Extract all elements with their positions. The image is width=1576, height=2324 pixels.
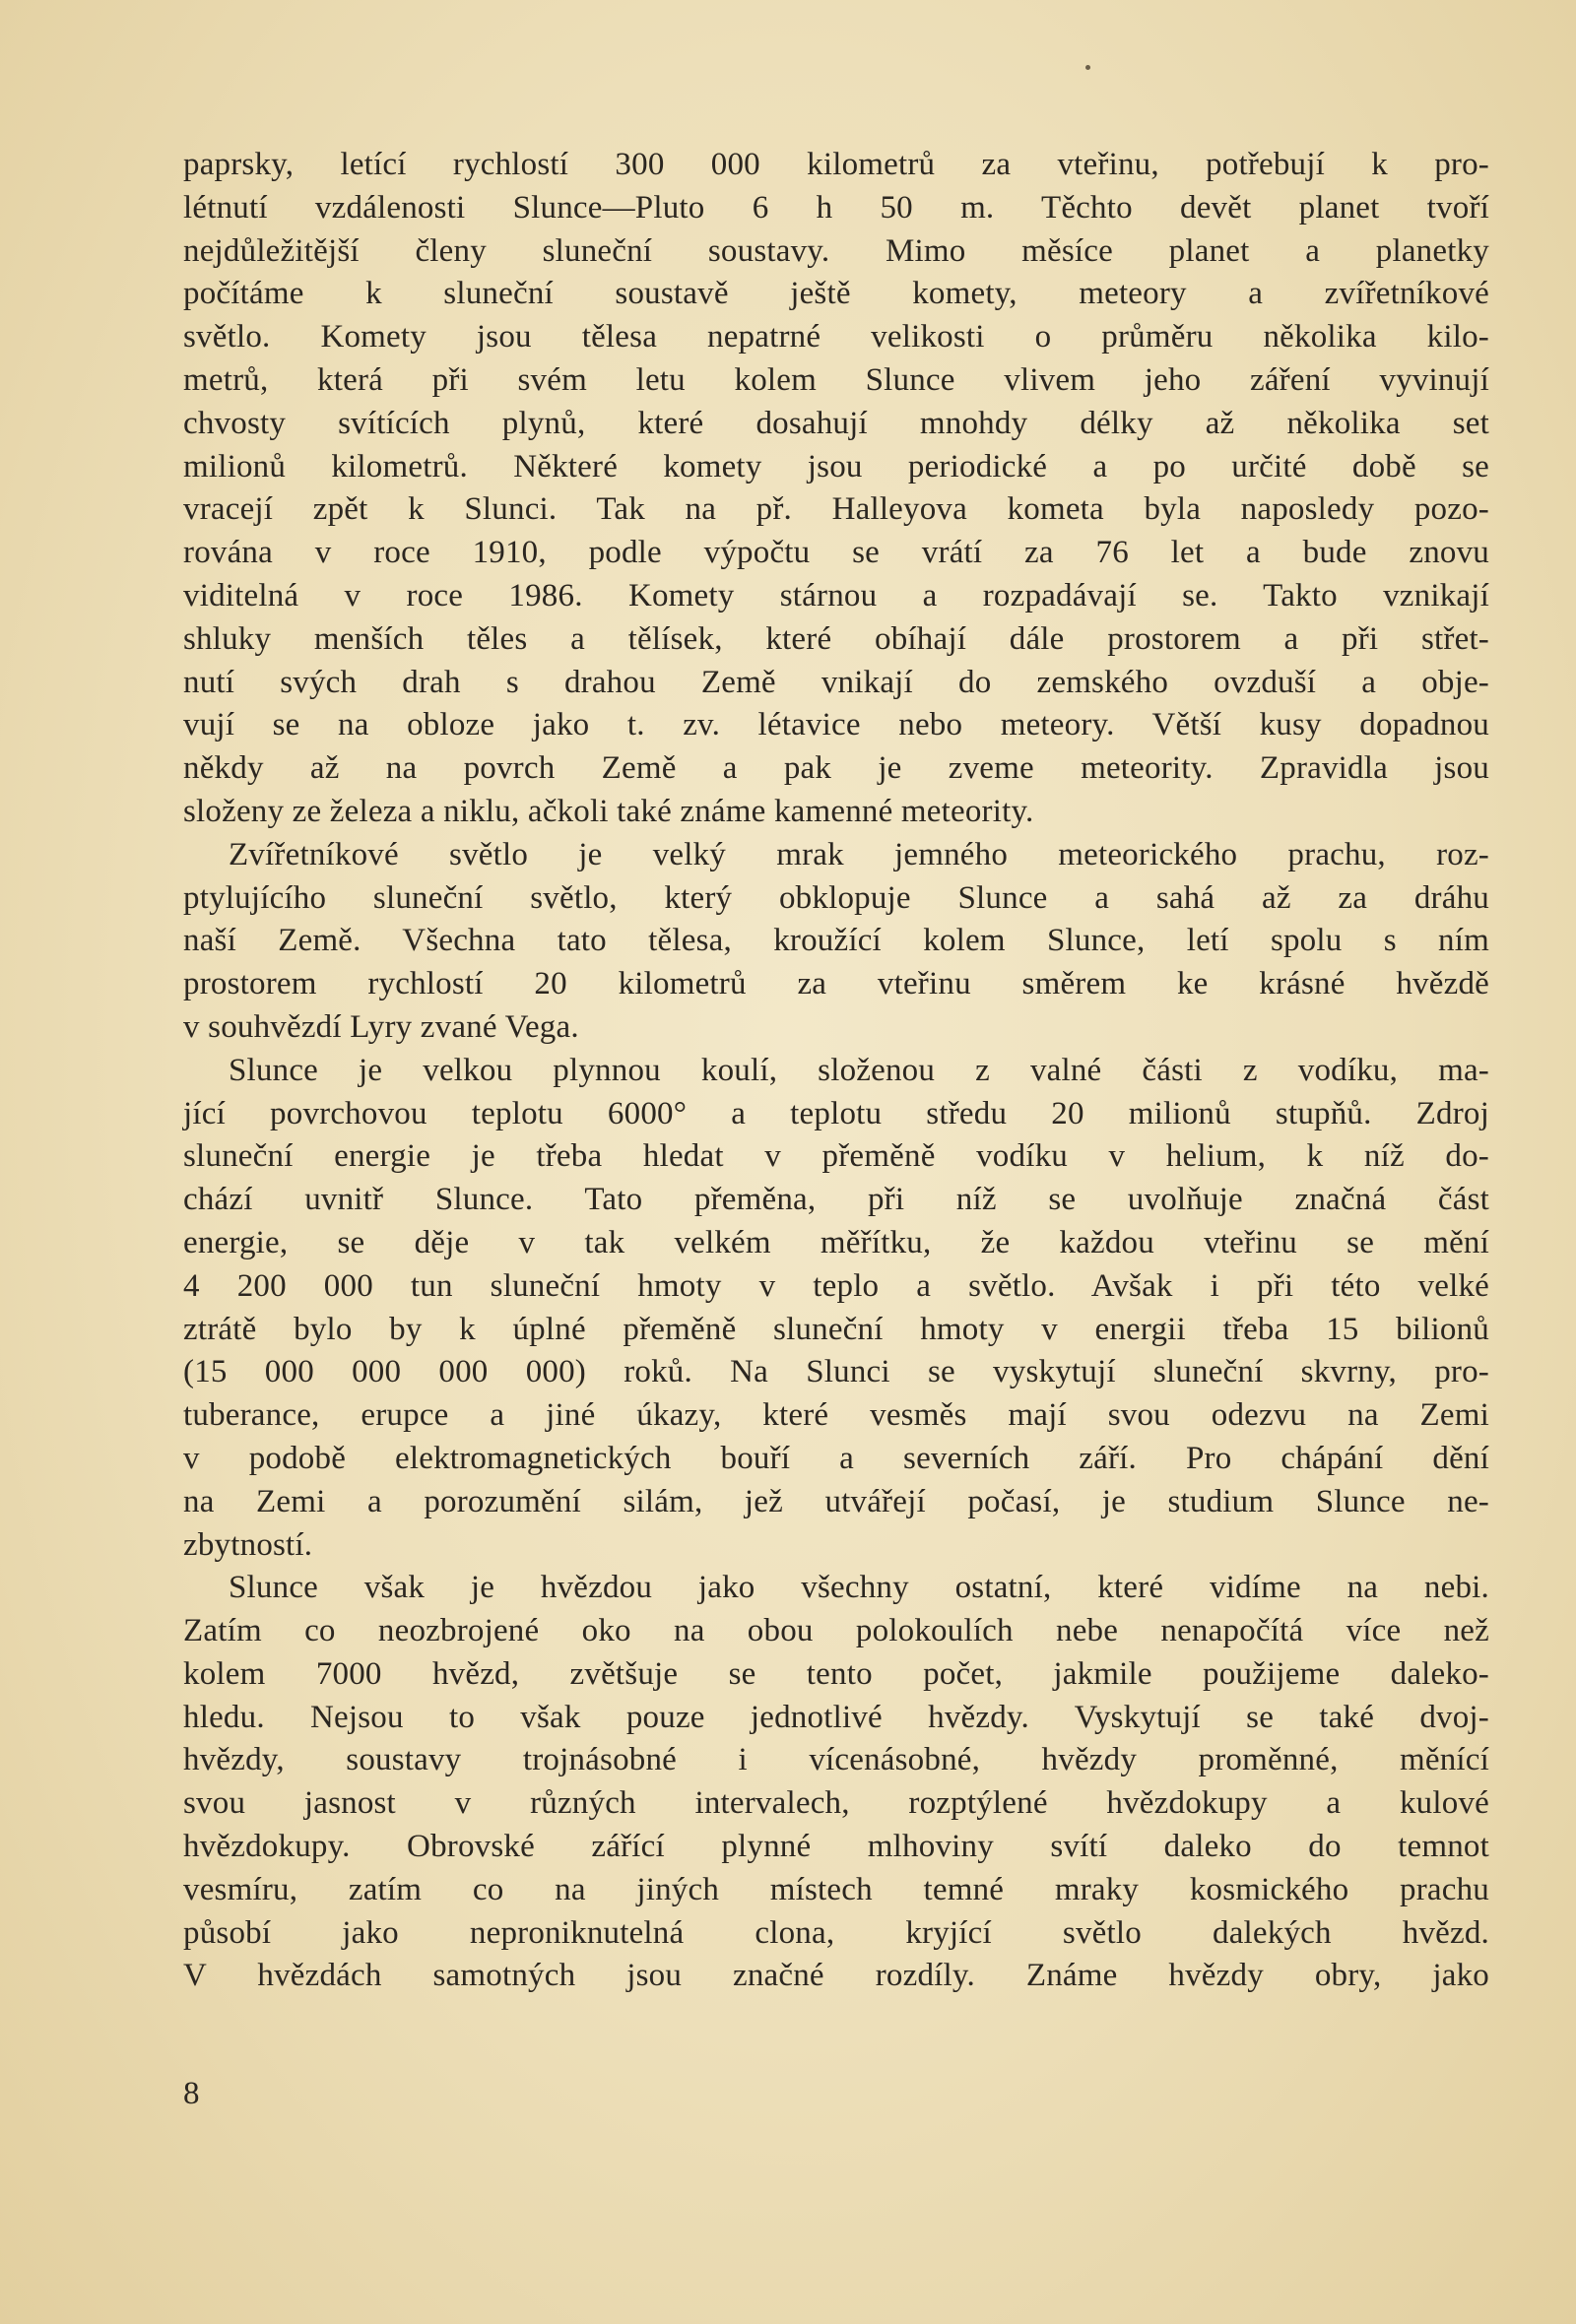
paragraph — [183, 144, 1489, 834]
text-line: viditelná v roce 1986. Komety stárnou a rozpadávají se. Takto vznikají — [183, 577, 1489, 613]
text-line: Zatím co neozbrojené oko na obou polokoulích nebe nenapočítá více než — [183, 1613, 1489, 1649]
text-line: tuberance, erupce a jiné úkazy, které vesměs mají svou odezvu na Zemi — [183, 1397, 1489, 1434]
text-line: sluneční energie je třeba hledat v přeměně vodíku v helium, k níž do- — [183, 1138, 1489, 1175]
text-line: 4 200 000 tun sluneční hmoty v teplo a světlo. Avšak i při této velké — [183, 1267, 1489, 1304]
text-line: na Zemi a porozumění silám, jež utvářejí počasí, je studium Slunce ne- — [183, 1483, 1489, 1519]
text-line: metrů, která při svém letu kolem Slunce vlivem jeho záření vyvinují — [183, 361, 1489, 398]
text-line: v souhvězdí Lyry zvané Vega. — [183, 1008, 579, 1045]
text-line: kolem 7000 hvězd, zvětšuje se tento počet, jakmile použijeme daleko- — [183, 1655, 1489, 1692]
text-line: (15 000 000 000 000) roků. Na Slunci se vyskytují sluneční skvrny, pro- — [183, 1354, 1489, 1390]
text-line: V hvězdách samotných jsou značné rozdíly. Známe hvězdy obry, jako — [183, 1958, 1489, 1994]
text-line: vují se na obloze jako t. zv. létavice nebo meteory. Větší kusy dopadnou — [183, 707, 1489, 743]
text-line: vesmíru, zatím co na jiných místech temné mraky kosmického prachu — [183, 1871, 1489, 1907]
text-line: v podobě elektromagnetických bouří a severních září. Pro chápání dění — [183, 1440, 1489, 1476]
text-line: Zvířetníkové světlo je velký mrak jemného meteorického prachu, roz- — [229, 836, 1489, 872]
text-line: prostorem rychlostí 20 kilometrů za vteřinu směrem ke krásné hvězdě — [183, 966, 1489, 1002]
text-line: někdy až na povrch Země a pak je zveme meteority. Zpravidla jsou — [183, 750, 1489, 787]
text-line: svou jasnost v různých intervalech, rozptýlené hvězdokupy a kulové — [183, 1785, 1489, 1822]
text-line: působí jako neproniknutelná clona, kryjící světlo dalekých hvězd. — [183, 1914, 1489, 1951]
paper-speck — [1085, 65, 1090, 70]
paragraph — [183, 1050, 1489, 1568]
text-line: chází uvnitř Slunce. Tato přeměna, při níž se uvolňuje značná část — [183, 1182, 1489, 1218]
text-line: chvosty svítících plynů, které dosahují mnohdy délky až několika set — [183, 405, 1489, 441]
text-line: rována v roce 1910, podle výpočtu se vrátí za 76 let a bude znovu — [183, 535, 1489, 571]
text-line: hledu. Nejsou to však pouze jednotlivé hvězdy. Vyskytují se také dvoj- — [183, 1699, 1489, 1735]
text-line: hvězdy, soustavy trojnásobné i vícenásobné, hvězdy proměnné, měnící — [183, 1742, 1489, 1778]
text-line: vracejí zpět k Slunci. Tak na př. Halleyova kometa byla naposledy pozo- — [183, 491, 1489, 528]
body-text — [183, 144, 1489, 1998]
paragraph — [183, 1567, 1489, 1998]
text-line: složeny ze železa a niklu, ačkoli také známe kamenné meteority. — [183, 793, 1034, 829]
text-line: nutí svých drah s drahou Země vnikají do zemského ovzduší a obje- — [183, 664, 1489, 700]
text-line: ztrátě bylo by k úplné přeměně sluneční hmoty v energii třeba 15 bilionů — [183, 1311, 1489, 1347]
text-line: jící povrchovou teplotu 6000° a teplotu středu 20 milionů stupňů. Zdroj — [183, 1095, 1489, 1131]
text-line: létnutí vzdálenosti Slunce—Pluto 6 h 50 m. Těchto devět planet tvoří — [183, 189, 1489, 226]
paragraph — [183, 834, 1489, 1050]
text-line: paprsky, letící rychlostí 300 000 kilometrů za vteřinu, potřebují k pro- — [183, 147, 1489, 182]
page-number: 8 — [183, 2076, 200, 2111]
text-line: světlo. Komety jsou tělesa nepatrné velikosti o průměru několika kilo- — [183, 319, 1489, 355]
text-line: zbytností. — [183, 1526, 313, 1563]
text-line: ptylujícího sluneční světlo, který obklopuje Slunce a sahá až za dráhu — [183, 879, 1489, 916]
text-line: Slunce však je hvězdou jako všechny ostatní, které vidíme na nebi. — [229, 1570, 1489, 1606]
text-line: naší Země. Všechna tato tělesa, kroužící kolem Slunce, letí spolu s ním — [183, 923, 1489, 959]
text-line: milionů kilometrů. Některé komety jsou periodické a po určité době se — [183, 448, 1489, 484]
text-line: nejdůležitější členy sluneční soustavy. Mimo měsíce planet a planetky — [183, 232, 1489, 269]
text-line: počítáme k sluneční soustavě ještě komety, meteory a zvířetníkové — [183, 276, 1489, 312]
text-line: Slunce je velkou plynnou koulí, složenou z valné části z vodíku, ma- — [229, 1052, 1489, 1088]
text-line: hvězdokupy. Obrovské zářící plynné mlhoviny svítí daleko do temnot — [183, 1829, 1489, 1865]
text-line: shluky menších těles a tělísek, které obíhají dále prostorem a při střet- — [183, 620, 1489, 657]
text-line: energie, se děje v tak velkém měřítku, že každou vteřinu se mění — [183, 1224, 1489, 1260]
